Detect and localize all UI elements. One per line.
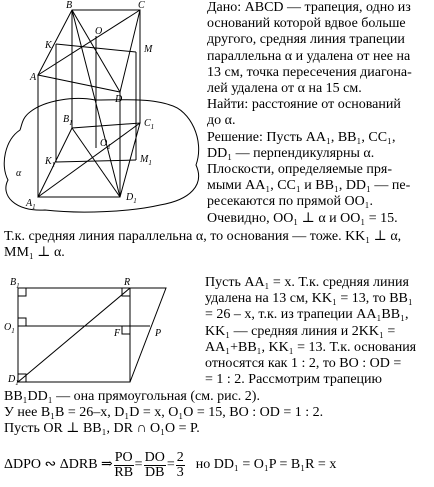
text-line: мыми AA₁, CC₁ и BB₁, DD₁ — пе- xyxy=(207,178,411,194)
text-line: ресекаются по прямой OO₁. xyxy=(207,194,374,210)
plane-alpha-outline xyxy=(4,99,198,213)
fraction-numerator: DO xyxy=(144,449,165,465)
label-B: B xyxy=(66,0,73,11)
fraction-denominator: 3 xyxy=(176,464,184,480)
fraction-numerator: 2 xyxy=(176,449,184,465)
label-B1: $B_1$ xyxy=(63,114,73,127)
formula-equals: = xyxy=(134,456,143,472)
text-line: параллельна α и удалена от нее на xyxy=(207,48,411,64)
label-M: M xyxy=(144,44,153,55)
label-A: A xyxy=(30,72,37,83)
figure-2-right-trapezoid xyxy=(0,274,205,386)
label-K: K xyxy=(45,40,52,51)
fraction-numerator: PO xyxy=(114,449,133,465)
trapezoid-analysis-text xyxy=(4,389,434,438)
label-R: R xyxy=(124,277,131,288)
label-M1: $M_1$ xyxy=(140,154,152,167)
subscript: 1 xyxy=(69,119,73,127)
text-line: У нее B₁B = 26–x, D₁D = x, O₁O = 15, BO : OD = 1 : 2. xyxy=(4,405,324,421)
subscript: 1 xyxy=(16,282,20,290)
text-line: KK₁ — средняя линия и 2KK₁ = xyxy=(205,323,396,339)
label-D1: $D_1$ xyxy=(8,374,19,386)
text-line: Плоскости, определяемые пря- xyxy=(207,162,392,178)
label-D1: $D_1$ xyxy=(126,192,137,205)
subscript: 1 xyxy=(11,327,15,335)
label-K1: $K_1$ xyxy=(45,156,56,169)
subscript: 1 xyxy=(32,203,36,211)
subscript: 1 xyxy=(51,161,56,169)
text-line: Т.к. средняя линия параллельна α, то основания — тоже. KK₁ ⊥ α, xyxy=(4,229,402,244)
fraction-2-3 xyxy=(176,451,185,480)
formula-equals: = xyxy=(166,456,175,472)
subscript: 1 xyxy=(133,197,137,205)
diag-ac xyxy=(38,10,140,75)
calculation-text xyxy=(205,275,434,388)
text-line: удалена на 13 см, KK₁ = 13, то BB₁ xyxy=(205,291,413,307)
figure-1-trapezoid-projection xyxy=(0,0,205,215)
text-line: Дано: ABCD — трапеция, одно из xyxy=(207,0,411,15)
formula-similarity: ΔDPO ∾ ΔDRB ⇒ xyxy=(4,456,113,472)
label-alpha: α xyxy=(16,168,22,179)
text-line: Решение: Пусть AA₁, BB₁, CC₁, xyxy=(207,129,396,145)
text-line: DD₁ — перпендикулярны α. xyxy=(207,145,375,161)
fraction-po-rb xyxy=(114,451,134,480)
text-line: оснований которой вдвое больше xyxy=(207,16,406,32)
subscript: 1 xyxy=(15,379,19,386)
label-F: F xyxy=(114,328,121,339)
text-line: = 1 : 2. Рассмотрим трапецию xyxy=(205,372,382,388)
text-line: относятся как 1 : 2, то BO : OD = xyxy=(205,356,402,372)
label-O1: $O_1$ xyxy=(4,322,15,335)
label-C1: $C_1$ xyxy=(144,118,155,131)
text-line: лей удалена от α на 15 см. xyxy=(207,81,362,97)
label-C: C xyxy=(138,0,145,11)
label-D: D xyxy=(115,94,123,105)
formula-conclusion: но DD₁ = O₁P = B₁R = x xyxy=(195,456,337,472)
fraction-denominator: RB xyxy=(114,464,134,480)
subscript: 1 xyxy=(150,123,155,131)
text-line: Очевидно, OO₁ ⊥ α и OO₁ = 15. xyxy=(207,210,398,226)
text-line: до α. xyxy=(207,113,236,129)
similarity-formula xyxy=(4,447,434,483)
given-and-solution-text xyxy=(207,0,434,227)
text-line: другого, средняя линия трапеции xyxy=(207,32,405,48)
text-line: Найти: расстояние от оснований xyxy=(207,97,401,113)
label-A1: $A_1$ xyxy=(26,198,36,211)
text-line: MM₁ ⊥ α. xyxy=(4,245,65,261)
label-O1: $O_1$ xyxy=(100,138,111,151)
label-O: O xyxy=(95,26,103,37)
text-line: AA₁+BB₁, KK₁ = 13. Т.к. основания xyxy=(205,339,417,355)
subscript: 1 xyxy=(107,143,111,151)
text-line: BB₁DD₁ — она прямоугольная (см. рис. 2). xyxy=(4,389,260,404)
label-B1: $B_1$ xyxy=(10,277,20,290)
text-line: Пусть AA₁ = x. Т.к. средняя линия xyxy=(205,275,409,290)
text-line: = 26 – x, т.к. из трапеции AA₁BB₁, xyxy=(205,307,409,323)
text-line: Пусть OR ⊥ BB₁, DR ∩ O₁O = P. xyxy=(4,421,200,437)
text-line: 13 см, точка пересечения диагона- xyxy=(207,64,412,80)
subscript: 1 xyxy=(148,159,152,167)
fraction-do-db xyxy=(144,451,166,480)
label-P: P xyxy=(155,328,162,339)
trapezoid-bb1dd1 xyxy=(18,288,166,382)
right-angle-f xyxy=(122,326,130,334)
right-angle-o1 xyxy=(18,318,26,326)
parallel-bases-text xyxy=(4,229,434,261)
fraction-denominator: DB xyxy=(144,464,165,480)
